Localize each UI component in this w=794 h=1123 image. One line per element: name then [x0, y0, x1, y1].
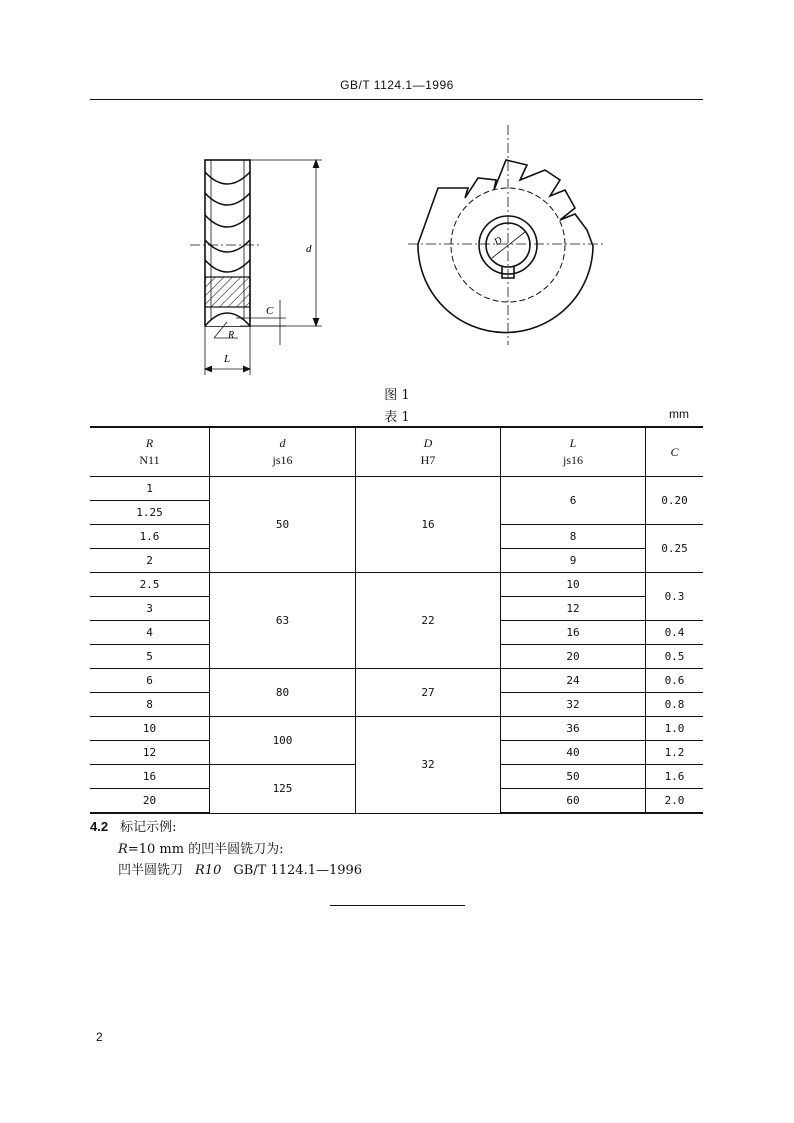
label-c: C [266, 305, 274, 317]
cell-c: 0.8 [646, 693, 704, 717]
cell-l: 9 [501, 549, 646, 573]
cell-c: 0.3 [646, 573, 704, 621]
cell-l: 36 [501, 717, 646, 741]
cell-d: 50 [210, 477, 356, 573]
cell-c: 0.6 [646, 669, 704, 693]
cell-r: 2.5 [90, 573, 210, 597]
cell-bore: 16 [356, 477, 501, 573]
header-d: d js16 [210, 427, 356, 477]
page-header: GB/T 1124.1—1996 [340, 78, 454, 92]
label-bore-d: D [492, 234, 505, 249]
label-l: L [224, 353, 231, 365]
table-unit: mm [669, 407, 689, 421]
cell-l: 50 [501, 765, 646, 789]
cell-l: 24 [501, 669, 646, 693]
cell-c: 2.0 [646, 789, 704, 814]
end-rule [330, 905, 465, 906]
cell-r: 8 [90, 693, 210, 717]
cell-c: 0.20 [646, 477, 704, 525]
example-text: =10 mm 的凹半圆铣刀为: [127, 842, 284, 857]
cell-l: 10 [501, 573, 646, 597]
figure-1 [0, 0, 794, 380]
cell-l: 8 [501, 525, 646, 549]
cell-l: 60 [501, 789, 646, 814]
section-title: 标记示例: [120, 820, 177, 835]
label-r: R [228, 330, 235, 341]
cell-d: 80 [210, 669, 356, 717]
cell-c: 1.6 [646, 765, 704, 789]
cell-c: 1.0 [646, 717, 704, 741]
cell-r: 5 [90, 645, 210, 669]
cell-r: 16 [90, 765, 210, 789]
cell-bore: 32 [356, 717, 501, 814]
page-number: 2 [96, 1030, 103, 1044]
header-l: L js16 [501, 427, 646, 477]
cell-l: 16 [501, 621, 646, 645]
cell-d: 100 [210, 717, 356, 765]
table-row [90, 669, 703, 693]
cell-c: 1.2 [646, 741, 704, 765]
cell-r: 12 [90, 741, 210, 765]
cell-l: 40 [501, 741, 646, 765]
cutter-side-view [190, 160, 262, 326]
cell-d: 125 [210, 765, 356, 814]
cell-r: 1.6 [90, 525, 210, 549]
marking-size: R10 [195, 863, 222, 878]
cell-l: 6 [501, 477, 646, 525]
cell-l: 20 [501, 645, 646, 669]
section-number: 4.2 [90, 819, 109, 834]
cell-r: 1 [90, 477, 210, 501]
cell-r: 6 [90, 669, 210, 693]
table-caption: 表 1 [384, 410, 410, 425]
header-bore: D H7 [356, 427, 501, 477]
cell-bore: 22 [356, 573, 501, 669]
table-row [90, 573, 703, 597]
header-r: R N11 [90, 427, 210, 477]
cell-bore: 27 [356, 669, 501, 717]
cell-l: 12 [501, 597, 646, 621]
cell-l: 32 [501, 693, 646, 717]
example-description [118, 838, 284, 857]
marking-name: 凹半圆铣刀 [118, 863, 184, 878]
cell-r: 1.25 [90, 501, 210, 525]
label-d: d [306, 243, 312, 255]
cell-r: 2 [90, 549, 210, 573]
spec-table [90, 426, 703, 814]
header-c: C [646, 427, 704, 477]
marking-code: GB/T 1124.1—1996 [233, 863, 363, 878]
cell-c: 0.4 [646, 621, 704, 645]
table-header-row [90, 427, 703, 477]
cell-r: 4 [90, 621, 210, 645]
cell-r: 10 [90, 717, 210, 741]
example-r-symbol: R [118, 842, 128, 857]
marking-example [118, 859, 374, 878]
cell-c: 0.25 [646, 525, 704, 573]
cell-c: 0.5 [646, 645, 704, 669]
cell-r: 3 [90, 597, 210, 621]
cutter-front-view [408, 125, 605, 345]
cell-d: 63 [210, 573, 356, 669]
cell-r: 20 [90, 789, 210, 814]
figure-caption: 图 1 [384, 388, 410, 403]
section-heading [90, 816, 176, 835]
table-row [90, 477, 703, 501]
table-row [90, 717, 703, 741]
